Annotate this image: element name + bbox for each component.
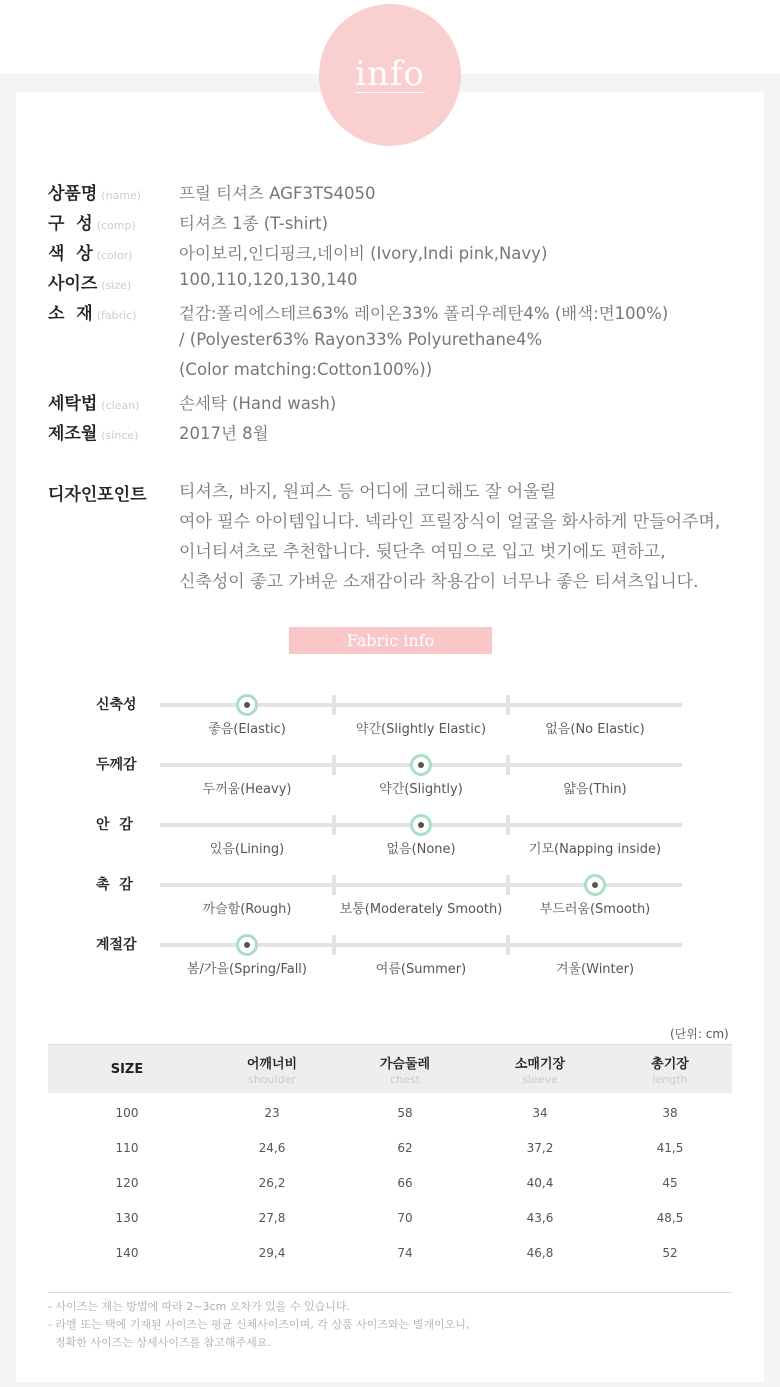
fabric-scale-option: 두꺼움(Heavy) (202, 782, 292, 797)
table-cell: 46,8 (526, 1245, 554, 1260)
size-notes (48, 1298, 469, 1352)
table-cell: 23 (264, 1105, 280, 1120)
fabric-scale-marker (236, 934, 258, 956)
header-shoulder: 어깨너비 shoulder (206, 1045, 338, 1094)
table-cell: 62 (397, 1140, 413, 1155)
fabric-scale-option: 있음(Lining) (209, 842, 285, 857)
note-line: 정확한 사이즈는 상세사이즈를 참고해주세요. (48, 1336, 271, 1349)
design-point-label: 디자인포인트 (48, 485, 147, 505)
fabric-scale-row (0, 755, 780, 815)
table-cell: 41,5 (656, 1140, 684, 1155)
size-table-header (48, 1045, 732, 1094)
design-point-line: 이너티셔츠로 추천합니다. 뒷단추 여밈으로 입고 벗기에도 편하고, (179, 542, 666, 562)
table-cell: 40,4 (526, 1175, 554, 1190)
table-cell: 130 (115, 1210, 139, 1225)
table-row (48, 1093, 732, 1130)
spec-value: (Color matching:Cotton100%)) (179, 360, 433, 379)
table-cell: 120 (115, 1175, 139, 1190)
table-cell: 26,2 (258, 1175, 286, 1190)
spec-row-color (48, 236, 768, 266)
fabric-scale-marker (584, 874, 606, 896)
spec-label: 상품명 (name) (48, 184, 142, 204)
spec-label: 구 성 (comp) (48, 214, 136, 234)
table-cell: 66 (397, 1175, 413, 1190)
spec-value: 겉감:폴리에스테르63% 레이온33% 폴리우레탄4% (배색:면100%) (179, 304, 669, 323)
spec-value: 프릴 티셔츠 AGF3TS4050 (179, 184, 376, 203)
spec-row-fabric-en (48, 326, 768, 356)
spec-label: 소 재 (fabric) (48, 304, 137, 324)
table-cell: 27,8 (258, 1210, 286, 1225)
fabric-info-title: Fabric info (289, 627, 492, 654)
table-cell: 110 (115, 1140, 139, 1155)
table-cell: 38 (662, 1105, 678, 1120)
fabric-scale-option: 보통(Moderately Smooth) (339, 902, 503, 917)
note-line: - 라벨 또는 택에 기재된 사이즈는 평균 신체사이즈이며, 각 상품 사이즈와는 별개이오니, (48, 1318, 470, 1331)
spec-label: 사이즈 (size) (48, 274, 132, 294)
fabric-scale-marker (410, 754, 432, 776)
table-row (48, 1130, 732, 1165)
fabric-scale-option: 부드러움(Smooth) (539, 902, 651, 917)
spec-value: 2017년 8월 (179, 424, 269, 443)
spec-row-clean (48, 386, 768, 416)
spec-label-en: (comp) (96, 219, 136, 232)
header-chest: 가슴둘레 chest (338, 1045, 472, 1094)
table-cell: 58 (397, 1105, 413, 1120)
product-spec-list (48, 176, 768, 446)
fabric-scale-row (0, 815, 780, 875)
table-row (48, 1200, 732, 1235)
fabric-scale-divider (506, 755, 510, 775)
table-cell: 43,6 (526, 1210, 554, 1225)
spec-label-en: (name) (101, 189, 142, 202)
spec-value: 아이보리,인디핑크,네이비 (Ivory,Indi pink,Navy) (179, 244, 548, 263)
table-cell: 74 (397, 1245, 413, 1260)
fabric-scale-row (0, 695, 780, 755)
fabric-scale-row (0, 935, 780, 995)
table-row (48, 1165, 732, 1200)
spec-label: 제조월 (since) (48, 424, 139, 444)
spec-value: 100,110,120,130,140 (179, 270, 358, 289)
fabric-scale-label: 촉 감 (96, 877, 133, 893)
fabric-scale-label: 안 감 (96, 817, 133, 833)
fabric-scale-divider (506, 815, 510, 835)
fabric-scale-divider (332, 935, 336, 955)
fabric-scale-option: 얇음(Thin) (563, 782, 627, 797)
fabric-scale-divider (332, 875, 336, 895)
fabric-scale-divider (506, 935, 510, 955)
design-point-line: 여아 필수 아이템입니다. 넥라인 프릴장식이 얼굴을 화사하게 만들어주며, (179, 512, 721, 532)
fabric-scale-option: 약간(Slightly) (379, 782, 463, 797)
fabric-scale-divider (332, 815, 336, 835)
table-cell: 100 (115, 1105, 139, 1120)
spec-label-en: (fabric) (96, 309, 137, 322)
table-cell: 34 (532, 1105, 548, 1120)
header-length: 총기장 length (608, 1045, 732, 1094)
fabric-scale-divider (332, 755, 336, 775)
fabric-scale-option: 없음(No Elastic) (545, 722, 645, 737)
spec-label-en: (clean) (101, 399, 140, 412)
fabric-scale-option: 까슬함(Rough) (202, 902, 292, 917)
table-cell: 24,6 (258, 1140, 286, 1155)
spec-row-name (48, 176, 768, 206)
table-cell: 48,5 (656, 1210, 684, 1225)
header-sleeve: 소매기장 sleeve (472, 1045, 608, 1094)
fabric-scale-divider (506, 695, 510, 715)
size-table (48, 1044, 732, 1270)
spec-row-comp (48, 206, 768, 236)
info-title: info (355, 54, 425, 94)
fabric-scale-option: 좋음(Elastic) (208, 722, 286, 737)
fabric-scale-label: 신축성 (96, 697, 137, 713)
spec-row-fabric (48, 296, 768, 326)
spec-row-size (48, 266, 768, 296)
table-cell: 29,4 (258, 1245, 286, 1260)
fabric-scale-row (0, 875, 780, 935)
notes-divider (48, 1292, 732, 1293)
design-point-line: 신축성이 좋고 가벼운 소재감이라 착용감이 너무나 좋은 티셔츠입니다. (179, 572, 699, 592)
table-cell: 52 (662, 1245, 678, 1260)
table-cell: 70 (397, 1210, 413, 1225)
fabric-scale-label: 계절감 (96, 937, 137, 953)
table-cell: 140 (115, 1245, 139, 1260)
fabric-scale-divider (332, 695, 336, 715)
table-row (48, 1235, 732, 1270)
fabric-scale-option: 봄/가을(Spring/Fall) (186, 962, 307, 977)
spec-label: 세탁법 (clean) (48, 394, 140, 414)
spec-value: 티셔츠 1종 (T-shirt) (179, 214, 329, 233)
fabric-scale-divider (506, 875, 510, 895)
spec-value: / (Polyester63% Rayon33% Polyurethane4% (179, 330, 543, 349)
spec-value: 손세탁 (Hand wash) (179, 394, 337, 413)
design-point-line: 티셔츠, 바지, 원피스 등 어디에 코디해도 잘 어울릴 (179, 482, 557, 502)
fabric-scale-option: 약간(Slightly Elastic) (355, 722, 487, 737)
spec-row-fabric-en-2 (48, 356, 768, 386)
fabric-scale-option: 기모(Napping inside) (528, 842, 662, 857)
header-size: SIZE (48, 1045, 206, 1094)
info-badge (319, 4, 461, 146)
spec-label: 색 상 (color) (48, 244, 133, 264)
fabric-scale-option: 여름(Summer) (375, 962, 467, 977)
fabric-scale-option: 겨울(Winter) (555, 962, 635, 977)
spec-label-en: (since) (101, 429, 139, 442)
fabric-scale-marker (236, 694, 258, 716)
size-unit: (단위: cm) (670, 1027, 729, 1041)
spec-label-en: (color) (96, 249, 133, 262)
fabric-scale-marker (410, 814, 432, 836)
spec-label-en: (size) (101, 279, 132, 292)
fabric-scale-option: 없음(None) (386, 842, 456, 857)
table-cell: 45 (662, 1175, 678, 1190)
fabric-scale-label: 두께감 (96, 757, 137, 773)
table-cell: 37,2 (526, 1140, 554, 1155)
note-line: - 사이즈는 재는 방법에 따라 2~3cm 오차가 있을 수 있습니다. (48, 1300, 351, 1313)
spec-row-since (48, 416, 768, 446)
design-point-text (179, 477, 720, 597)
